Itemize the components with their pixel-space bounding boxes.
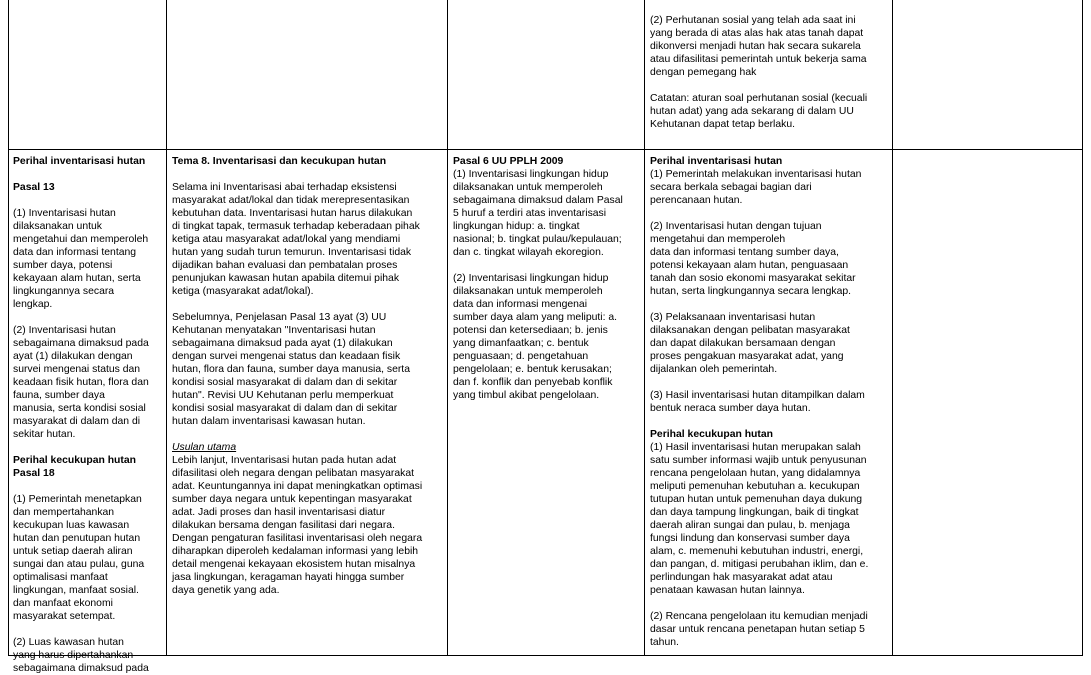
text-line: mengetahui dan memperoleh: [650, 234, 786, 245]
text-line: dan f. konflik dan penyebab konflik: [453, 377, 613, 388]
text-line: tanah dan sosio ekonomi masyarakat sekitar: [650, 273, 856, 284]
row1-col2-cell: [167, 0, 447, 149]
text-line: (1) Inventarisasi lingkungan hidup: [453, 169, 609, 180]
text-line: hutan". Revisi UU Kehutanan perlu memperkuat: [172, 390, 394, 401]
text-line: (2) Inventarisasi lingkungan hidup: [453, 273, 609, 284]
text-line: Catatan: aturan soal perhutanan sosial (kecuali: [650, 93, 868, 104]
row2-current-law-cell: [13, 155, 165, 674]
paragraph: [172, 454, 446, 597]
row1-col5-cell: [893, 0, 1082, 149]
table-border-bottom: [8, 655, 1083, 656]
text-line: difasilitasi oleh negara dengan pelibatan masyarakat: [172, 468, 415, 479]
paragraph: [650, 92, 890, 131]
text-line: lingkungan hidup: a. tingkat: [453, 221, 580, 232]
text-line: Pasal 18: [13, 468, 55, 479]
text-line: (1) Inventarisasi hutan: [13, 208, 116, 219]
subheading-underlined: [172, 441, 446, 454]
text-line: data dan informasi tentang: [13, 247, 137, 258]
paragraph-gap: [13, 623, 165, 636]
text-line: sungai dan atau pulau, guna: [13, 559, 145, 570]
text-line: perlindungan hak masyarakat adat atau: [650, 572, 833, 583]
text-line: Lebih lanjut, Inventarisasi hutan pada hutan adat: [172, 455, 397, 466]
section-heading: [13, 454, 165, 480]
text-line: meliputi pemenuhan kebutuhan a. kecukupan: [650, 481, 860, 492]
text-line: dengan pemegang hak: [650, 67, 757, 78]
paragraph: [650, 441, 891, 597]
text-line: Kehutanan menyatakan "Inventarisasi hutan: [172, 325, 376, 336]
text-line: hutan dan penutupan hutan: [13, 533, 141, 544]
paragraph-gap: [453, 259, 643, 272]
text-line: dan dapat dilakukan bersamaan dengan: [650, 338, 836, 349]
row1-col4-cell: [650, 14, 890, 148]
text-line: sebagaimana dimaksud dalam Pasal: [453, 195, 623, 206]
text-line: hutan, serta lingkungannya secara lengkap.: [650, 286, 852, 297]
row2-reference-cell: [453, 155, 643, 654]
paragraph-gap: [650, 597, 891, 610]
text-line: (2) Perhutanan sosial yang telah ada saat ini: [650, 15, 856, 26]
text-line: ketiga atau masyarakat adat/lokal yang mendiami: [172, 234, 401, 245]
paragraph: [13, 493, 165, 623]
text-line: manusia, serta kondisi sosial: [13, 403, 146, 414]
text-line: yang timbul akibat pengelolaan.: [453, 390, 600, 401]
text-line: kekayaan alam hutan, serta: [13, 273, 141, 284]
text-line: (2) Inventarisasi hutan: [13, 325, 116, 336]
section-heading: [650, 155, 891, 168]
text-line: hutan dalam inventarisasi kawasan hutan.: [172, 416, 366, 427]
text-line: sebagaimana dimaksud pada ayat (1) dilakukan: [172, 338, 393, 349]
text-line: penataan kawasan hutan lainnya.: [650, 585, 805, 596]
text-line: kondisi sosial masyarakat di dalam dan di sekitar: [172, 377, 398, 388]
text-line: lengkap.: [13, 299, 53, 310]
text-line: optimalisasi manfaat: [13, 572, 108, 583]
text-line: satu sumber informasi wajib untuk penyusunan: [650, 455, 867, 466]
text-line: penunjukan kawasan hutan apabila ditemui pihak: [172, 273, 400, 284]
paragraph: [453, 272, 643, 402]
text-line: jasa lingkungan, keragaman hayati hingga sumber: [172, 572, 405, 583]
paragraph-gap: [172, 298, 446, 311]
text-line: dan daya tampung lingkungan, baik di tingkat: [650, 507, 859, 518]
text-line: yang dimanfaatkan; c. bentuk: [453, 338, 589, 349]
text-line: Pasal 13: [13, 182, 55, 193]
text-line: hutan yang sudah turun temurun. Inventarisasi tidak: [172, 247, 412, 258]
paragraph-gap: [13, 311, 165, 324]
text-line: lingkungan, manfaat sosial.: [13, 585, 139, 596]
text-line: diharapkan diperoleh kedalaman informasi yang lebih: [172, 546, 419, 557]
text-line: adat. Keuntungannya ini dapat meningkatkan optimasi: [172, 481, 423, 492]
text-line: keadaan fisik hutan, flora dan: [13, 377, 149, 388]
text-line: sumber daya, potensi: [13, 260, 113, 271]
text-line: dasar untuk rencana penetapan hutan setiap 5: [650, 624, 865, 635]
text-line: rencana pengelolaan hutan, yang didalamnya: [650, 468, 861, 479]
text-line: dijadikan bahan evaluasi dan pembatalan proses: [172, 260, 398, 271]
text-line: sekitar hutan.: [13, 429, 76, 440]
text-line: tahun.: [650, 637, 679, 648]
text-line: dilaksanakan dengan pelibatan masyarakat: [650, 325, 850, 336]
paragraph-gap: [172, 428, 446, 441]
section-heading: [13, 155, 165, 168]
text-line: masyarakat di dalam dan di: [13, 416, 141, 427]
paragraph: [453, 168, 643, 259]
paragraph: [172, 181, 446, 298]
text-line: fungsi lindung dan konservasi sumber daya: [650, 533, 850, 544]
row2-col5-cell: [893, 150, 1082, 655]
text-line: 5 huruf a terdiri atas inventarisasi: [453, 208, 607, 219]
text-line: sebagaimana dimaksud pada: [13, 663, 149, 674]
text-line: (1) Pemerintah melakukan inventarisasi hutan: [650, 169, 862, 180]
text-line: nasional; b. tingkat pulau/kepulauan;: [453, 234, 622, 245]
text-line: Perihal inventarisasi hutan: [650, 156, 783, 167]
text-line: Selama ini Inventarisasi abai terhadap eksistensi: [172, 182, 397, 193]
text-line: dan c. tingkat wilayah ekoregion.: [453, 247, 604, 258]
text-line: potensi dan ketersediaan; b. jenis: [453, 325, 608, 336]
paragraph: [650, 220, 891, 298]
paragraph-gap: [650, 415, 891, 428]
text-line: hutan, flora dan fauna, sumber daya manusia, serta: [172, 364, 410, 375]
text-line: (1) Hasil inventarisasi hutan merupakan salah: [650, 442, 861, 453]
text-line: (1) Pemerintah menetapkan: [13, 494, 142, 505]
paragraph: [650, 14, 890, 79]
paragraph: [650, 389, 891, 415]
paragraph: [13, 324, 165, 441]
paragraph: [650, 610, 891, 649]
text-line: Kehutanan dapat tetap berlaku.: [650, 119, 796, 130]
text-line: kecukupan luas kawasan: [13, 520, 130, 531]
paragraph-gap: [13, 168, 165, 181]
row1-col3-cell: [448, 0, 644, 149]
text-line: (2) Rencana pengelolaan itu kemudian menjadi: [650, 611, 868, 622]
row2-proposal-cell: [172, 155, 446, 654]
text-line: (3) Pelaksanaan inventarisasi hutan: [650, 312, 816, 323]
text-line: kebutuhan data. Inventarisasi hutan harus dilakukan: [172, 208, 413, 219]
text-line: sebagaimana dimaksud pada: [13, 338, 149, 349]
paragraph-gap: [13, 194, 165, 207]
text-line: dengan survei mengenai status dan keadaan fisik: [172, 351, 401, 362]
text-line: masyarakat setempat.: [13, 611, 116, 622]
text-line: Tema 8. Inventarisasi dan kecukupan hutan: [172, 156, 387, 167]
text-line: Dengan pengaturan fasilitasi inventarisasi oleh negara: [172, 533, 423, 544]
text-line: Perihal kecukupan hutan: [13, 455, 136, 466]
text-line: (3) Hasil inventarisasi hutan ditampilkan dalam: [650, 390, 865, 401]
paragraph-gap: [13, 480, 165, 493]
text-line: dan pangan, d. mitigasi perubahan iklim, dan e.: [650, 559, 869, 570]
paragraph: [172, 311, 446, 428]
text-line: data dan informasi tentang sumber daya,: [650, 247, 839, 258]
row1-col1-cell: [9, 0, 166, 149]
text-line: Sebelumnya, Penjelasan Pasal 13 ayat (3) UU: [172, 312, 387, 323]
text-line: detail mengenai kekayaan ekosistem hutan misalnya: [172, 559, 416, 570]
text-line: yang harus dipertahankan: [13, 650, 134, 661]
text-line: mengetahui dan memperoleh: [13, 234, 149, 245]
text-line: daerah aliran sungai dan pulau, b. menjaga: [650, 520, 850, 531]
text-line: alam, c. memenuhi kebutuhan industri, energi,: [650, 546, 864, 557]
text-line: dijalankan oleh pemerintah.: [650, 364, 778, 375]
section-heading: [13, 181, 165, 194]
text-line: lingkungannya secara: [13, 286, 115, 297]
text-line: di tingkat tapak, termasuk terhadap keberadaan pihak: [172, 221, 420, 232]
paragraph-gap: [650, 207, 891, 220]
text-line: proses pengakuan masyarakat adat, yang: [650, 351, 844, 362]
paragraph: [13, 207, 165, 311]
section-heading: [650, 428, 891, 441]
text-line: penguasaan; d. pengetahuan: [453, 351, 589, 362]
text-line: potensi kekayaan alam hutan, penguasaan: [650, 260, 849, 271]
text-line: Usulan utama: [172, 442, 237, 453]
text-line: fauna, sumber daya: [13, 390, 105, 401]
text-line: daya genetik yang ada.: [172, 585, 280, 596]
text-line: dilaksanakan untuk memperoleh: [453, 286, 603, 297]
text-line: untuk setiap daerah aliran: [13, 546, 133, 557]
paragraph: [650, 168, 891, 207]
paragraph-gap: [650, 298, 891, 311]
text-line: Perihal kecukupan hutan: [650, 429, 773, 440]
text-line: ayat (1) dilakukan dengan: [13, 351, 133, 362]
paragraph-gap: [650, 376, 891, 389]
text-line: ketiga (masyarakat adat/lokal).: [172, 286, 314, 297]
text-line: atau difasilitasi pemerintah untuk bekerja sama: [650, 54, 867, 65]
paragraph: [650, 311, 891, 376]
text-line: data dan informasi mengenai: [453, 299, 588, 310]
text-line: dan manfaat ekonomi: [13, 598, 113, 609]
text-line: bentuk neraca sumber daya hutan.: [650, 403, 811, 414]
text-line: (2) Luas kawasan hutan: [13, 637, 124, 648]
text-line: sumber daya negara untuk kepentingan masyarakat: [172, 494, 412, 505]
paragraph: [13, 636, 165, 675]
table-border-right: [1082, 0, 1083, 656]
text-line: survei mengenai status dan: [13, 364, 141, 375]
text-line: masyarakat adat/lokal dan tidak merepresentasikan: [172, 195, 410, 206]
text-line: secara berkala sebagai bagian dari: [650, 182, 812, 193]
paragraph-gap: [13, 441, 165, 454]
text-line: kondisi sosial masyarakat di dalam dan di sekitar: [172, 403, 398, 414]
text-line: perencanaan hutan.: [650, 195, 743, 206]
text-line: dilaksanakan untuk: [13, 221, 102, 232]
text-line: dikonversi menjadi hutan hak secara sukarela: [650, 41, 861, 52]
text-line: dilaksanakan untuk memperoleh: [453, 182, 603, 193]
text-line: dilakukan bersama dengan fasilitasi dari negara.: [172, 520, 395, 531]
paragraph-gap: [172, 168, 446, 181]
text-line: yang berada di atas alas hak atas tanah dapat: [650, 28, 864, 39]
text-line: Pasal 6 UU PPLH 2009: [453, 156, 564, 167]
text-line: (2) Inventarisasi hutan dengan tujuan: [650, 221, 822, 232]
section-heading: [453, 155, 643, 168]
table-column-divider: [644, 0, 645, 656]
text-line: tutupan hutan untuk pemenuhan daya dukung: [650, 494, 863, 505]
text-line: pengelolaan; e. bentuk kerusakan;: [453, 364, 612, 375]
text-line: adat. Jadi proses dan hasil inventarisasi diatur: [172, 507, 386, 518]
text-line: sumber daya alam yang meliputi: a.: [453, 312, 618, 323]
text-line: hutan adat) yang ada sekarang di dalam UU: [650, 106, 854, 117]
text-line: dan mempertahankan: [13, 507, 115, 518]
paragraph-gap: [650, 79, 890, 92]
text-line: Perihal inventarisasi hutan: [13, 156, 146, 167]
row2-draft-cell: [650, 155, 891, 654]
section-heading: [172, 155, 446, 168]
